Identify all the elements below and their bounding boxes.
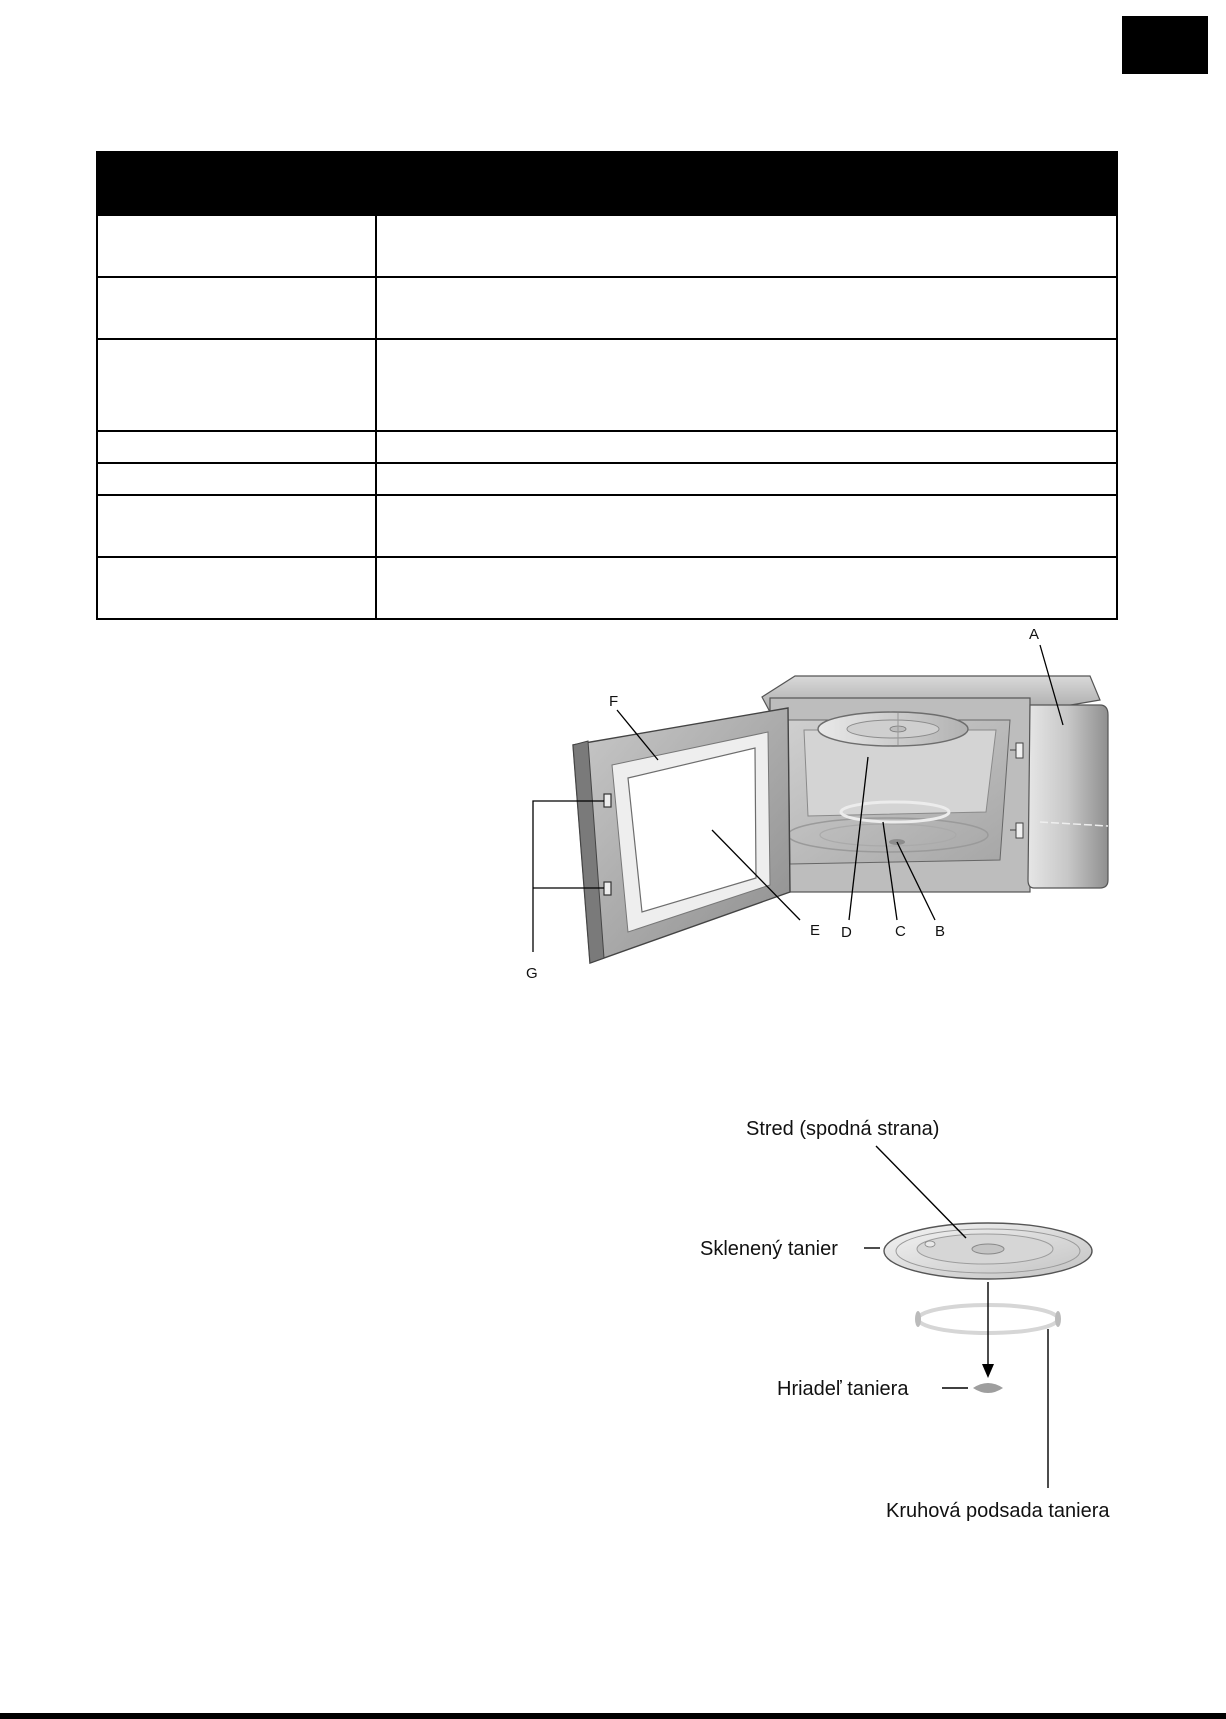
label-roller-ring: Kruhová podsada taniera [886, 1500, 1110, 1522]
callout-e: E [810, 922, 821, 939]
glass-tray-hub [972, 1244, 1004, 1254]
label-center-underside: Stred (spodná strana) [746, 1118, 940, 1140]
turntable-leaders [864, 1146, 1048, 1488]
callout-f: F [609, 693, 619, 710]
arrow-head [982, 1364, 994, 1378]
callout-c: C [895, 923, 906, 940]
callout-a: A [1029, 626, 1040, 643]
callout-b: B [935, 923, 946, 940]
label-turntable-shaft: Hriadeľ taniera [777, 1378, 909, 1400]
page-bottom-border [0, 1713, 1226, 1719]
label-glass-tray: Sklenený tanier [700, 1238, 838, 1260]
callout-d: D [841, 924, 852, 941]
callout-g: G [526, 965, 538, 982]
turntable-shaft-large [973, 1383, 1003, 1393]
